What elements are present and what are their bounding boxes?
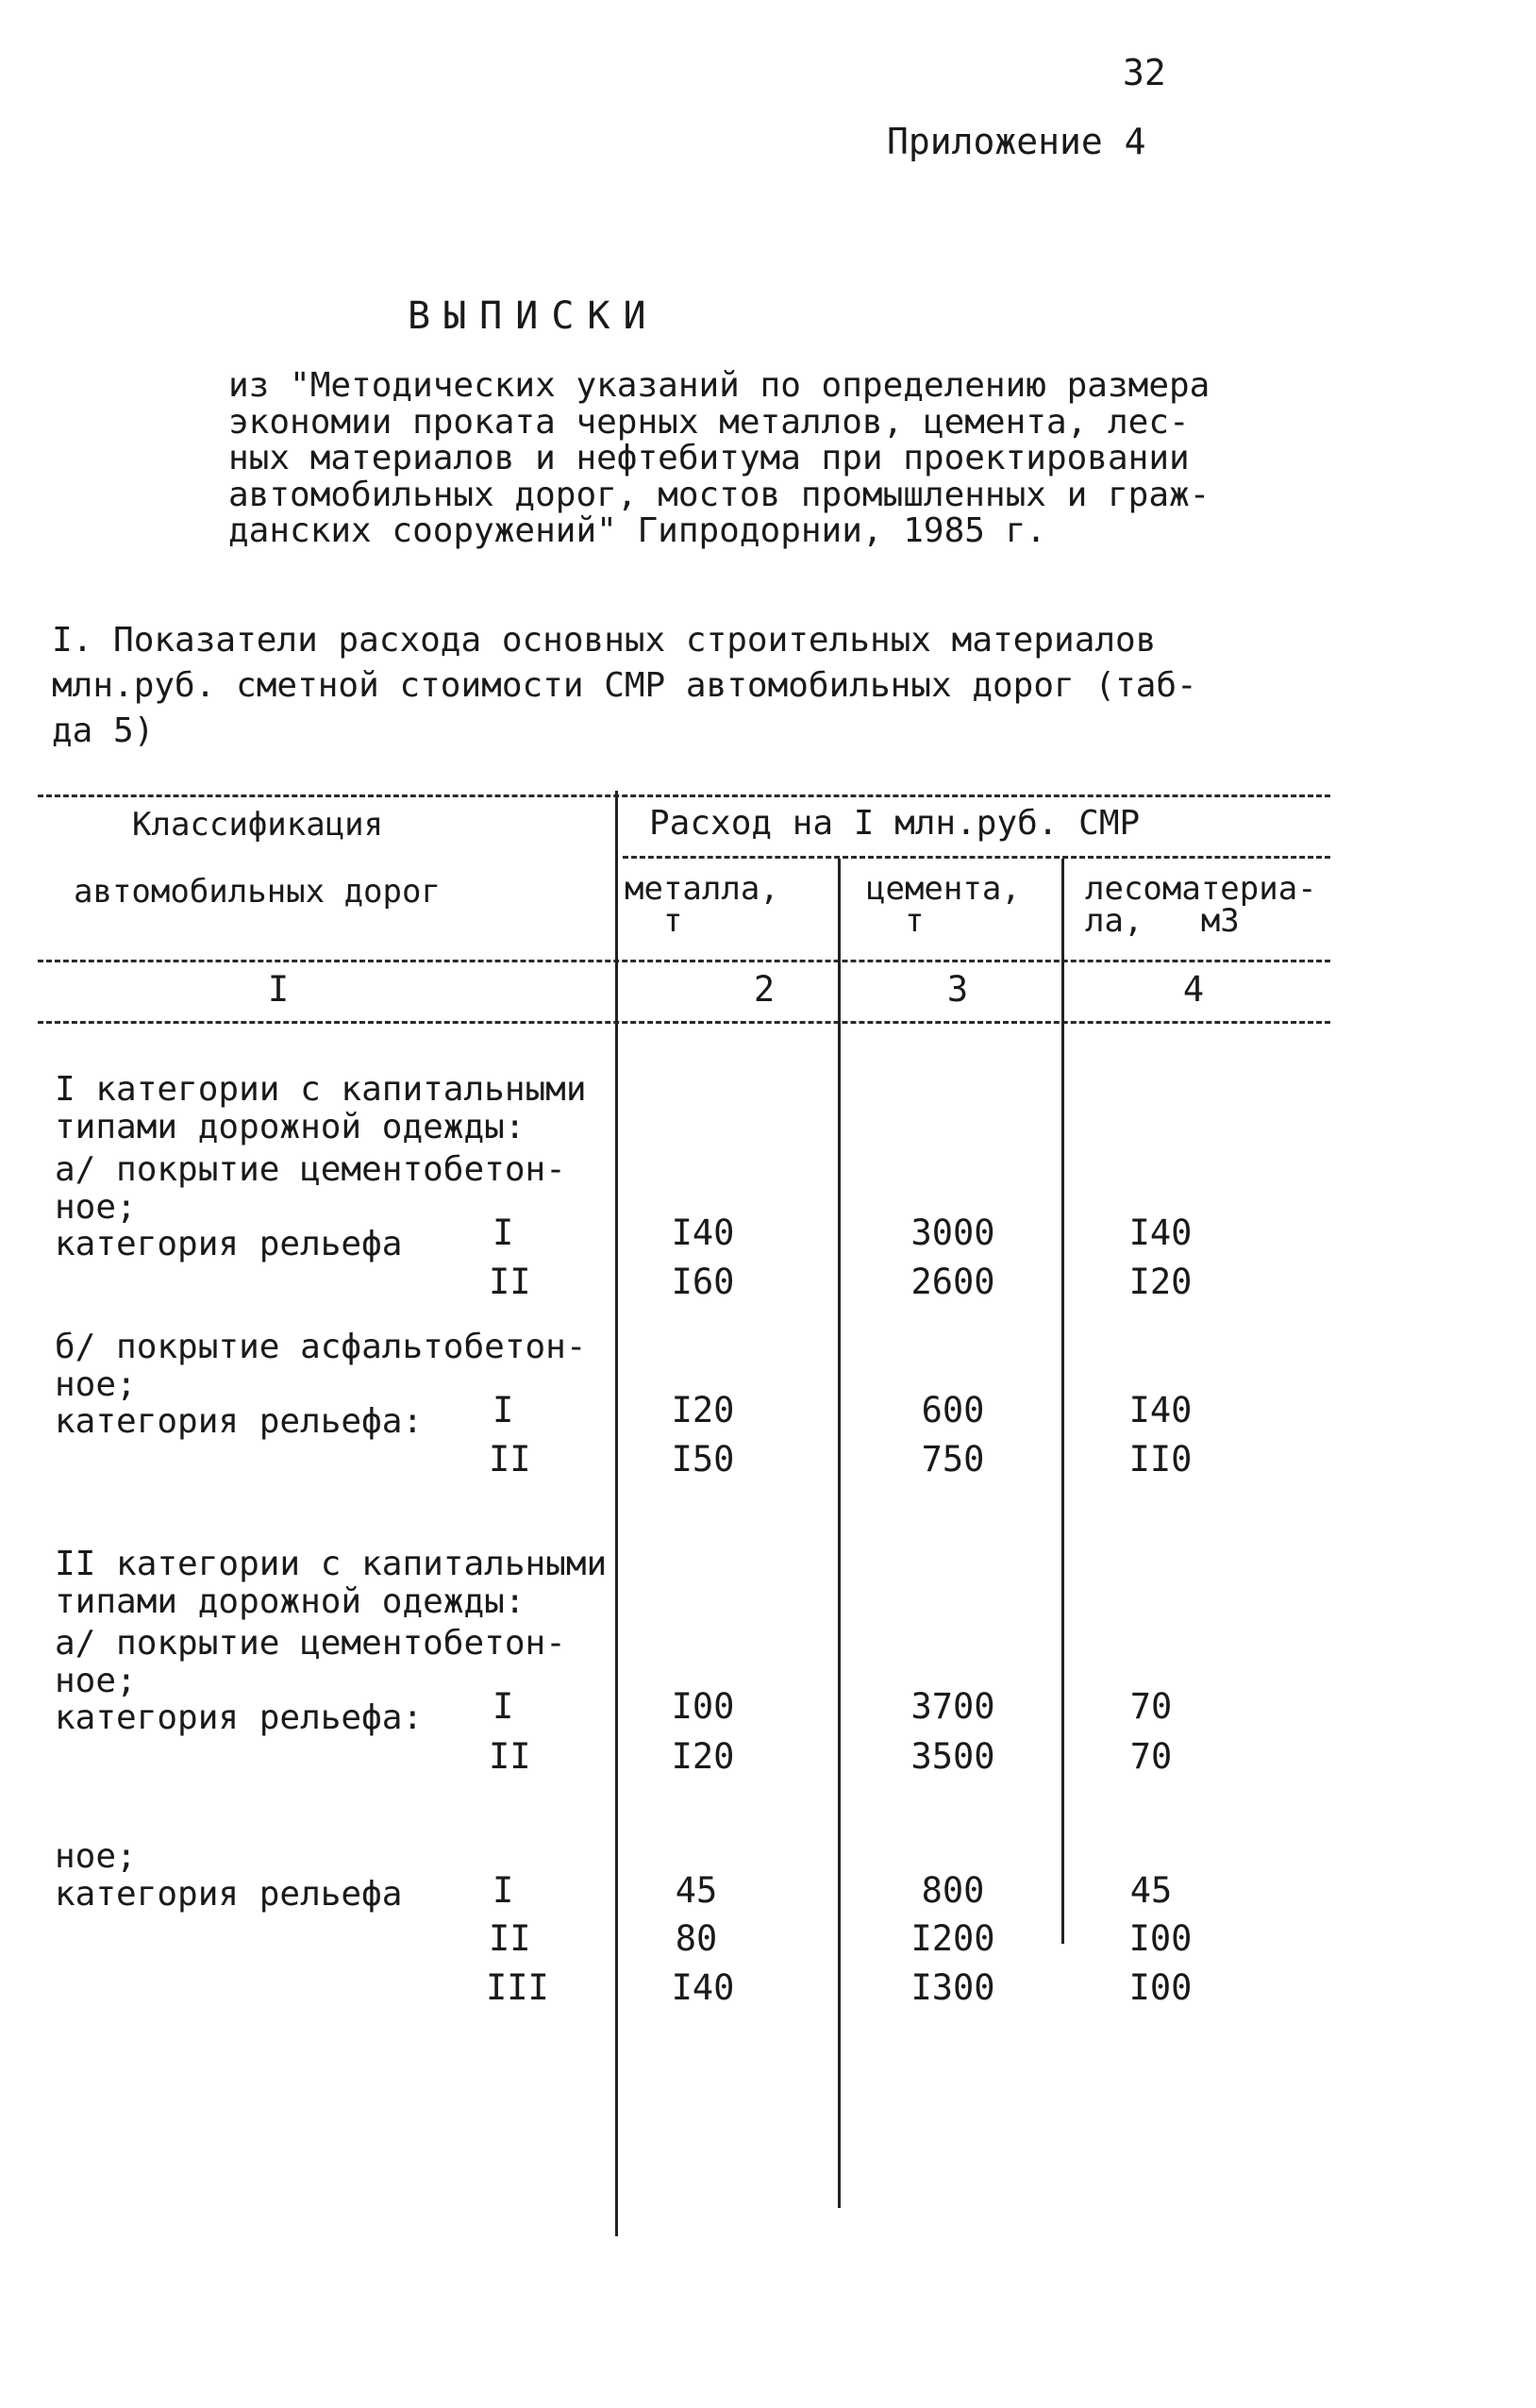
subgroup-label: а/ покрытие цементобетон- ное; категория рельефа: [55,1624,566,1738]
appendix-label: Приложение 4 [887,121,1146,162]
timber-value: I40 [1128,1390,1193,1430]
metal-value: I60 [671,1262,735,1302]
category-heading: I категории с капитальными типами дорожной одежды: [55,1070,587,1146]
column-number: I [267,969,290,1010]
header-metal: металла, т [625,870,779,940]
relief-label: I [493,1870,514,1911]
category-heading: II категории с капитальными типами дорожной одежды: [55,1545,608,1621]
metal-value: I40 [671,1967,735,2008]
metal-value: I50 [671,1439,735,1480]
cement-value: 800 [921,1870,985,1911]
cement-value: 2600 [910,1262,995,1302]
column-divider [615,791,618,2236]
relief-label: I [493,1686,514,1727]
cement-value: 750 [921,1439,985,1480]
header-cement: цемента, т [866,870,1021,940]
timber-value: II0 [1128,1439,1193,1480]
cement-value: I300 [910,1967,995,2008]
subheader-rule [623,856,1330,859]
page-number: 32 [1123,52,1166,93]
cement-value: 3000 [910,1212,995,1253]
column-number: 4 [1182,969,1205,1010]
relief-label: II [489,1262,531,1302]
header-timber: лесоматериа- ла, м3 [1085,870,1317,940]
metal-value: I20 [671,1736,735,1777]
metal-value: I00 [671,1686,735,1727]
metal-value: I40 [671,1212,735,1253]
column-number: 3 [946,969,969,1010]
table-top-rule [38,794,1330,797]
timber-value: I00 [1128,1967,1193,2008]
timber-value: I40 [1128,1212,1193,1253]
subgroup-label: а/ покрытие цементобетон- ное; категория рельефа [55,1150,566,1264]
subgroup-label: б/ покрытие асфальтобетон- ное; категория рельефа: [55,1328,587,1442]
document-subtitle: из "Методических указаний по определению размера экономии проката черных металлов, цемента, лес- ных материалов и нефтебитума при проектировании автомобильных дорог, мостов промышленных и граж- данских сооружений" Гипродорнии, 1985 г. [228,366,1210,551]
column-divider [1061,859,1064,1944]
column-number: 2 [753,969,776,1010]
timber-value: 70 [1129,1686,1173,1727]
timber-value: I20 [1128,1262,1193,1302]
metal-value: 45 [675,1870,718,1911]
column-divider [838,859,841,2208]
cement-value: I200 [910,1918,995,1959]
relief-label: I [493,1390,514,1430]
relief-label: I [493,1212,514,1253]
header-bottom-rule [38,960,1330,962]
timber-value: 45 [1129,1870,1173,1911]
metal-value: 80 [675,1918,718,1959]
cement-value: 3700 [910,1686,995,1727]
cement-value: 600 [921,1390,985,1430]
header-classification: Классификация [132,806,384,844]
column-numbers-rule [38,1021,1330,1024]
relief-label: II [489,1439,531,1480]
header-consumption-group: Расход на I млн.руб. СМР [649,804,1141,843]
header-classification-line2: автомобильных дорог [74,873,441,911]
subgroup-label: ное; категория рельефа [55,1837,403,1914]
relief-label: III [486,1967,549,2008]
cement-value: 3500 [910,1736,995,1777]
document-heading: ВЫПИСКИ [408,294,659,338]
metal-value: I20 [671,1390,735,1430]
timber-value: I00 [1128,1918,1193,1959]
section-title: I. Показатели расхода основных строительных материалов млн.руб. сметной стоимости СМР автомобильных дорог (таб- да 5) [52,621,1197,750]
relief-label: II [489,1918,531,1959]
timber-value: 70 [1129,1736,1173,1777]
relief-label: II [489,1736,531,1777]
